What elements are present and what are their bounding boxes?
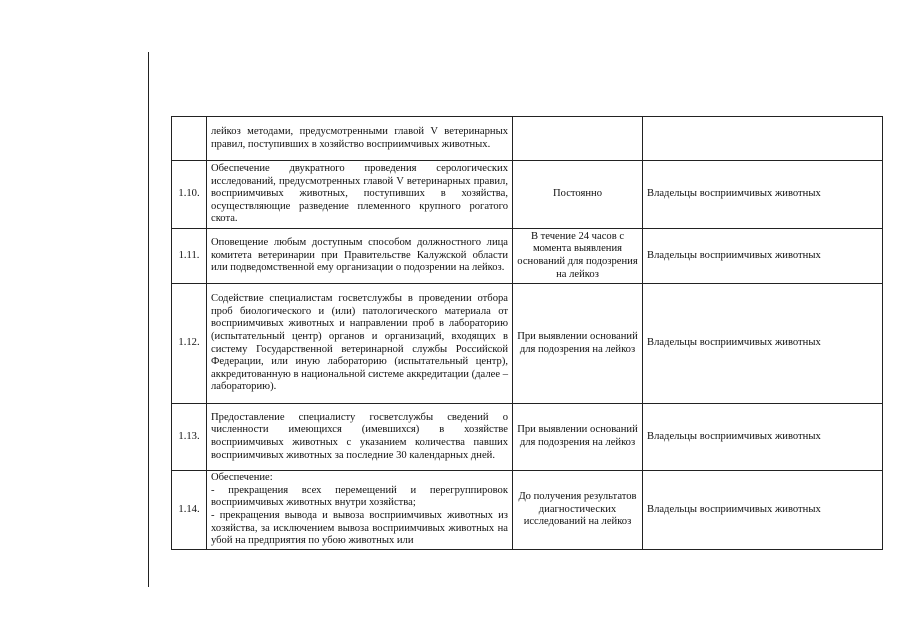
table-row [172,404,883,471]
row-description-line: - прекращения всех перемещений и перегруппировок восприимчивых животных внутри хозяйства; [211,484,508,509]
row-number: 1.13. [172,404,207,471]
row-number: 1.12. [172,284,207,404]
row-number: 1.14. [172,471,207,550]
row-number: 1.10. [172,161,207,229]
row-number: 1.11. [172,229,207,284]
table-row [172,471,883,550]
row-description: Обеспечение двукратного проведения серологических исследований, предусмотренных главой V ветеринарных правил, восприимчивых животных, поступивших в хозяйства, осуществляющие разведение племенного крупного рогатого скота. [207,161,513,229]
row-description-line: - прекращения вывода и вывоза восприимчивых животных из хозяйства, за исключением вывоза восприимчивых животных на убой на предприятия по убою животных или [211,510,508,547]
row-responsible: Владельцы восприимчивых животных [643,229,883,284]
row-deadline: До получения результатов диагностических исследований на лейкоз [513,471,643,550]
row-description: Предоставление специалисту госветслужбы сведений о численности имеющихся (имевшихся) в хозяйстве восприимчивых животных с указанием количества павших восприимчивых животных за последние 30 календарных дней. [207,404,513,471]
row-responsible: Владельцы восприимчивых животных [643,404,883,471]
row-responsible: Владельцы восприимчивых животных [643,161,883,229]
row-deadline: При выявлении оснований для подозрения на лейкоз [513,284,643,404]
row-description: лейкоз методами, предусмотренными главой V ветеринарных правил, поступивших в хозяйство восприимчивых животных. [207,117,513,161]
table-row [172,161,883,229]
row-deadline: В течение 24 часов с момента выявления оснований для подозрения на лейкоз [513,229,643,284]
measures-table [171,116,883,550]
row-responsible: Владельцы восприимчивых животных [643,284,883,404]
table-row [172,284,883,404]
table-row [172,229,883,284]
table-row [172,117,883,161]
row-number [172,117,207,161]
row-description: Оповещение любым доступным способом должностного лица комитета ветеринарии при Правительстве Калужской области или подведомственной ему организации о подозрении на лейкоз. [207,229,513,284]
page-margin-line [148,52,149,587]
row-deadline: При выявлении оснований для подозрения на лейкоз [513,404,643,471]
row-deadline: Постоянно [513,161,643,229]
row-description-line: Обеспечение: [211,472,273,484]
row-description [207,471,513,550]
row-description: Содействие специалистам госветслужбы в проведении отбора проб биологического и (или) патологического материала от восприимчивых животных и направлении проб в лабораторию (испытательный центр) органов и организаций, входящих в систему Государственной ветеринарной службы Российской Федерации, или иную лабораторию (испытательный центр), аккредитованную в национальной системе аккредитации (далее – лабораторию). [207,284,513,404]
row-responsible [643,117,883,161]
row-responsible: Владельцы восприимчивых животных [643,471,883,550]
row-deadline [513,117,643,161]
